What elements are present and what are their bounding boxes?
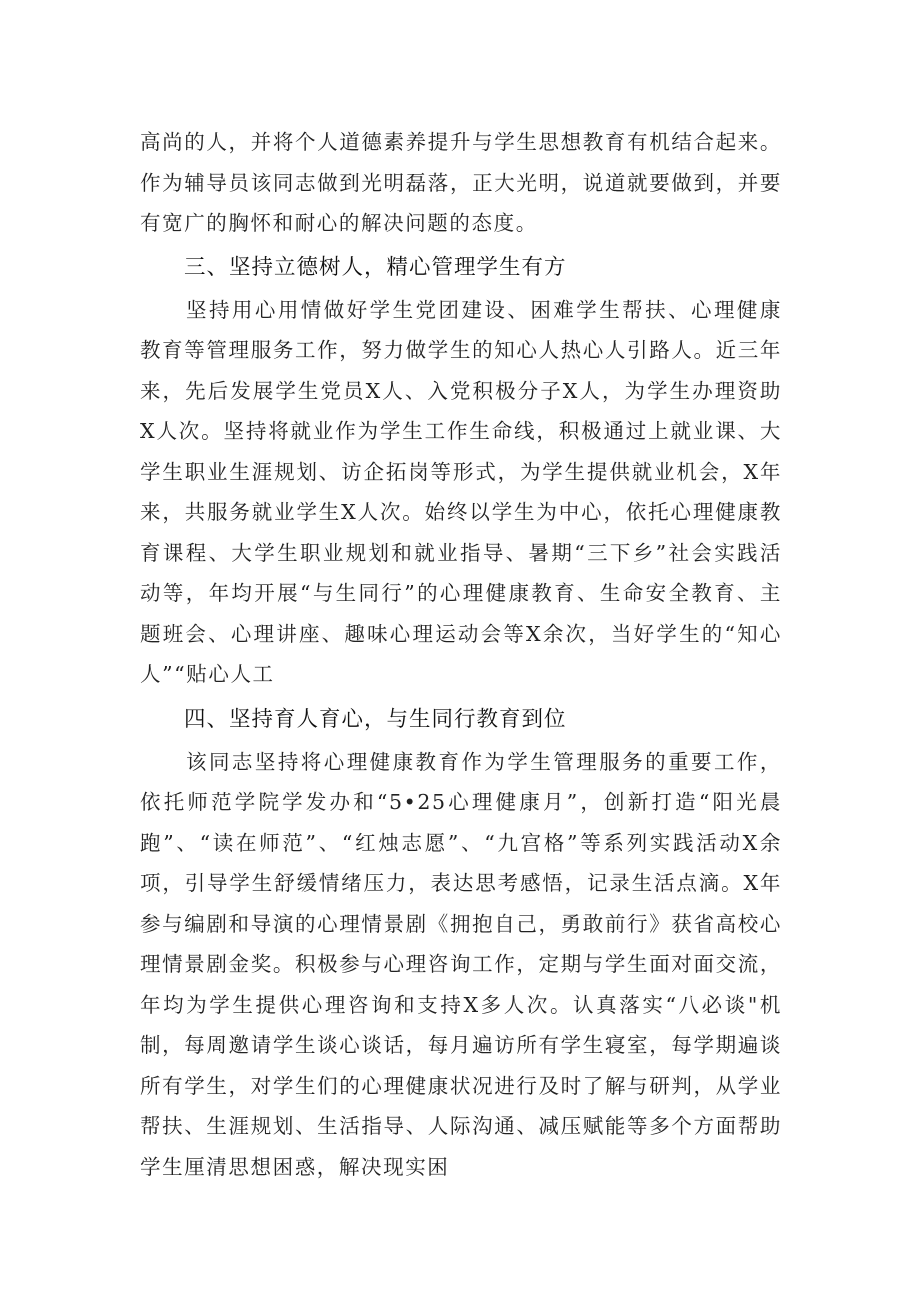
section-heading-4: 四、坚持育人育心，与生同行教育到位 <box>184 706 567 732</box>
paragraph-section-4: 该同志坚持将心理健康教育作为学生管理服务的重要工作，依托师范学院学发办和“5•25心理健康月”，创新打造“阳光晨跑”、“读在师范”、“红烛志愿”、“九宫格”等系列实践活动X余项，引导学生舒缓情绪压力，表达思考感悟，记录生活点滴。X年参与编剧和导演的心理情景剧《拥抱自己，勇敢前行》获省高校心理情景剧金奖。积极参与心理咨询工作，定期与学生面对面交流，年均为学生提供心理咨询和支持X多人次。认真落实“八必谈"机制，每周邀请学生谈心谈话，每月遍访所有学生寝室，每学期遍谈所有学生，对学生们的心理健康状况进行及时了解与研判，从学业帮扶、生涯规划、生活指导、人际沟通、减压赋能等多个方面帮助学生厘清思想困惑，解决现实困 <box>140 749 782 1179</box>
document-body <box>140 122 782 1187</box>
paragraph-continued: 高尚的人，并将个人道德素养提升与学生思想教育有机结合起来。作为辅导员该同志做到光明磊落，正大光明，说道就要做到，并要有宽广的胸怀和耐心的解决问题的态度。 <box>140 130 782 235</box>
paragraph-section-3: 坚持用心用情做好学生党团建设、困难学生帮扶、心理健康教育等管理服务工作，努力做学生的知心人热心人引路人。近三年来，先后发展学生党员X人、入党积极分子X人，为学生办理资助X人次。坚持将就业作为学生工作生命线，积极通过上就业课、大学生职业生涯规划、访企拓岗等形式，为学生提供就业机会，X年来，共服务就业学生X人次。始终以学生为中心，依托心理健康教育课程、大学生职业规划和就业指导、暑期“三下乡”社会实践活动等，年均开展“与生同行”的心理健康教育、生命安全教育、主题班会、心理讲座、趣味心理运动会等X余次，当好学生的“知心人”“贴心人工 <box>140 297 782 686</box>
section-heading-3: 三、坚持立德树人，精心管理学生有方 <box>184 254 567 280</box>
